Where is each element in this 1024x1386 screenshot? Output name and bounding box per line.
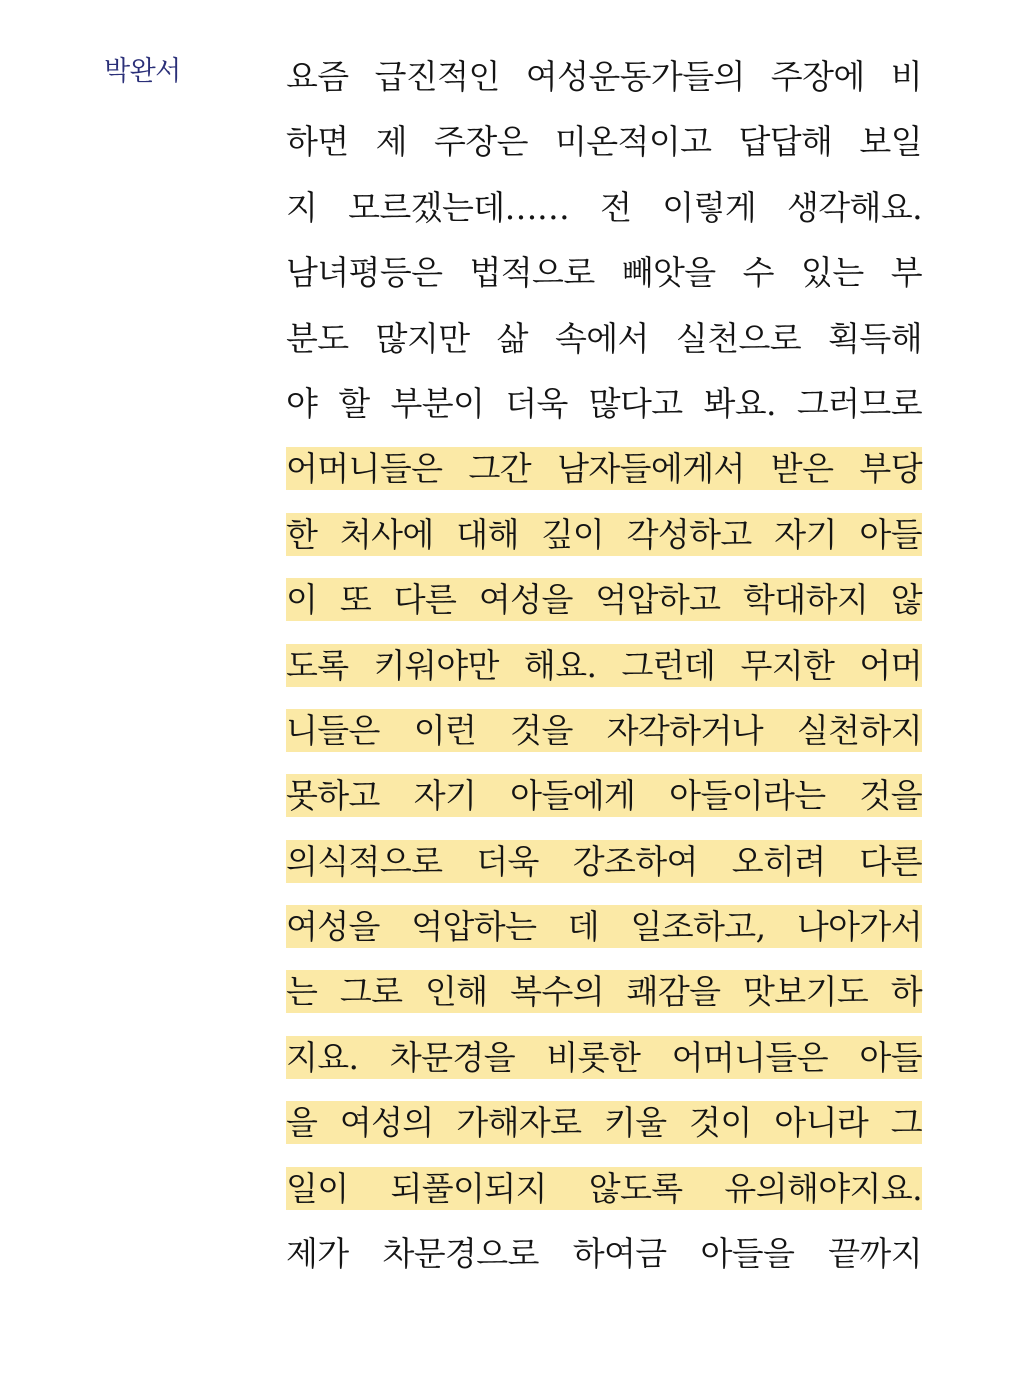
highlighted-text-line	[286, 829, 922, 894]
line-text: 이 또 다른 여성을 억압하고 학대하지 않	[286, 580, 922, 620]
line-text: 한 처사에 대해 깊이 각성하고 자기 아들	[286, 514, 922, 554]
highlighted-text-line	[286, 633, 922, 698]
line-text: 하면 제 주장은 미온적이고 답답해 보일	[286, 122, 922, 162]
line-text: 도록 키워야만 해요. 그런데 무지한 어머	[286, 645, 922, 685]
text-line	[286, 240, 922, 305]
text-line	[286, 109, 922, 174]
highlighted-text-line	[286, 1156, 922, 1221]
highlighted-text-line	[286, 436, 922, 501]
line-text: 일이 되풀이되지 않도록 유의해야지요.	[286, 1168, 922, 1208]
line-text: 을 여성의 가해자로 키울 것이 아니라 그	[286, 1103, 922, 1143]
speaker-name: 박완서	[104, 56, 181, 87]
highlighted-text-line	[286, 959, 922, 1024]
highlighted-text-line	[286, 763, 922, 828]
text-line	[286, 371, 922, 436]
text-line	[286, 306, 922, 371]
line-text: 의식적으로 더욱 강조하여 오히려 다른	[286, 841, 922, 881]
line-text: 어머니들은 그간 남자들에게서 받은 부당	[286, 449, 922, 489]
text-line	[286, 44, 922, 109]
highlighted-text-line	[286, 502, 922, 567]
highlighted-text-line	[286, 567, 922, 632]
text-line	[286, 1221, 922, 1286]
text-line	[286, 175, 922, 240]
line-text: 분도 많지만 삶 속에서 실천으로 획득해	[286, 318, 922, 358]
line-text: 지 모르겠는데…… 전 이렇게 생각해요.	[286, 187, 922, 227]
line-text: 못하고 자기 아들에게 아들이라는 것을	[286, 776, 922, 816]
highlighted-text-line	[286, 698, 922, 763]
line-text: 여성을 억압하는 데 일조하고, 나아가서	[286, 907, 922, 947]
highlighted-text-line	[286, 1090, 922, 1155]
line-text: 제가 차문경으로 하여금 아들을 끝까지	[286, 1234, 922, 1274]
line-text: 지요. 차문경을 비롯한 어머니들은 아들	[286, 1037, 922, 1077]
highlighted-text-line	[286, 1025, 922, 1090]
line-text: 니들은 이런 것을 자각하거나 실천하지	[286, 710, 922, 750]
highlighted-text-line	[286, 894, 922, 959]
line-text: 야 할 부분이 더욱 많다고 봐요. 그러므로	[286, 383, 922, 423]
quote-text-block	[286, 44, 922, 1286]
line-text: 남녀평등은 법적으로 빼앗을 수 있는 부	[286, 253, 922, 293]
line-text: 요즘 급진적인 여성운동가들의 주장에 비	[286, 57, 922, 96]
line-text: 는 그로 인해 복수의 쾌감을 맛보기도 하	[286, 972, 922, 1012]
